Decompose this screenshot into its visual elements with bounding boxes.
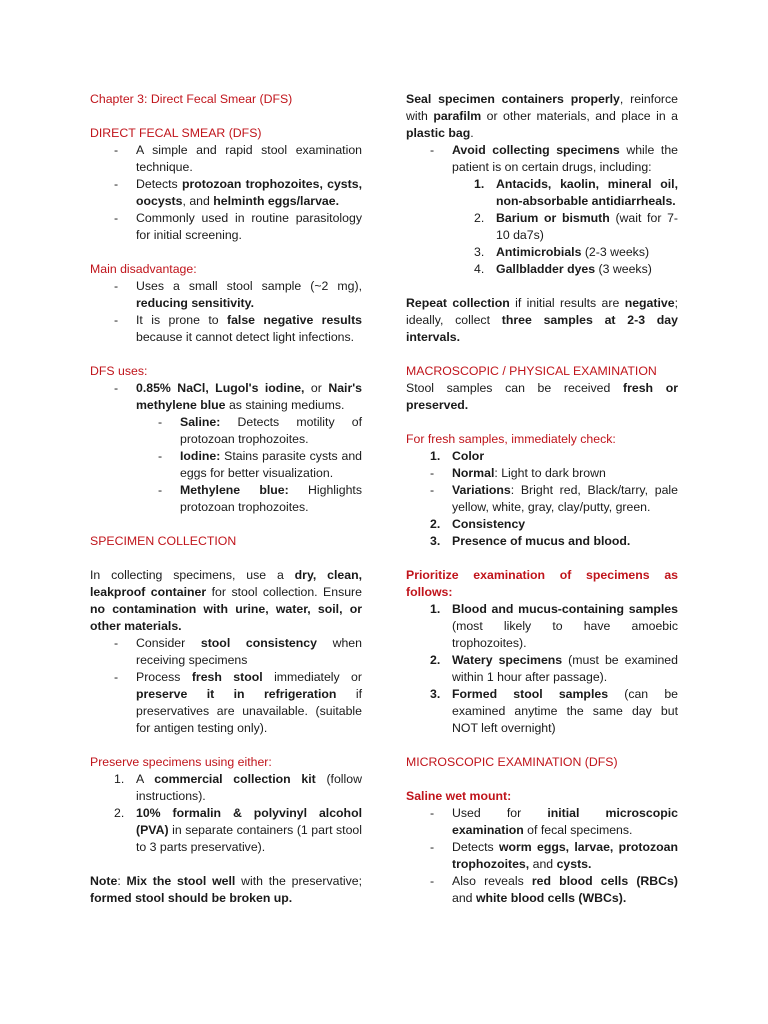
list-item: 2. Consistency [430, 517, 526, 531]
list-item: 2. Barium or bismuth (wait for 7-10 da7s) [474, 211, 678, 242]
bold-text: Blood and mucus-containing samples [452, 602, 678, 616]
preserve-heading: Preserve specimens using either: [90, 755, 272, 769]
chapter-title: Chapter 3: Direct Fecal Smear (DFS) [90, 92, 293, 106]
list-item: - Used for initial microscopic examination of fecal specimens. [430, 806, 678, 837]
bold-text: dry, clean, leakproof container [90, 568, 362, 599]
bold-text: Repeat collection [406, 296, 510, 310]
bold-text: Normal [452, 466, 495, 480]
list-number: 2. [430, 653, 441, 667]
list-number: 3. [474, 245, 485, 259]
list-number: 1. [114, 772, 125, 786]
macro-intro: Stool samples can be received fresh or preserved. [406, 381, 678, 412]
list-item: - Detects protozoan trophozoites, cysts, oocysts, and helminth eggs/larvae. [114, 177, 362, 208]
list-item: - Saline: Detects motility of protozoan trophozoites. [158, 415, 362, 446]
bullet-dash: - [430, 483, 435, 497]
bold-text: plastic bag [406, 126, 471, 140]
bold-text: protozoan trophozoites, cysts, oocysts [136, 177, 362, 208]
bold-text: false negative results [226, 313, 363, 327]
bold-text: red blood cells (RBCs) [531, 874, 678, 888]
bold-text: Methylene blue: [180, 483, 289, 497]
left-column [90, 91, 362, 907]
bold-text: Nair's methylene blue [136, 381, 362, 412]
bold-text: Seal specimen containers properly [406, 92, 620, 106]
list-number: 3. [430, 534, 441, 548]
list-item: 1. Color [430, 449, 485, 463]
bullet-dash: - [114, 279, 119, 293]
uses-heading: DFS uses: [90, 364, 148, 378]
list-item: 2. Watery specimens (must be examined within 1 hour after passage). [430, 653, 678, 684]
list-item: - Uses a small stool sample (~2 mg), reducing sensitivity. [114, 279, 362, 310]
list-item: - Methylene blue: Highlights protozoan trophozoites. [158, 483, 362, 514]
bullet-dash: - [114, 143, 119, 157]
list-item: - Detects worm eggs, larvae, protozoan trophozoites, and cysts. [430, 840, 678, 871]
bullet-dash: - [114, 211, 119, 225]
list-item: - Variations: Bright red, Black/tarry, pale yellow, white, gray, clay/putty, green. [430, 483, 678, 514]
list-number: 2. [430, 517, 441, 531]
bold-text: Iodine: [180, 449, 221, 463]
bullet-dash: - [430, 874, 435, 888]
bold-text: fresh stool [191, 670, 263, 684]
dfs-heading: DIRECT FECAL SMEAR (DFS) [90, 126, 262, 140]
list-item: - Commonly used in routine parasitology for initial screening. [114, 211, 362, 242]
bullet-dash: - [114, 381, 119, 395]
disadvantage-heading: Main disadvantage: [90, 262, 197, 276]
bullet-dash: - [158, 449, 163, 463]
bold-text: no contamination with urine, water, soil, or other materials. [90, 602, 362, 633]
bold-text: negative [624, 296, 675, 310]
list-item: 2. 10% formalin & polyvinyl alcohol (PVA) in separate containers (1 part stool to 3 parts preservative). [114, 806, 362, 854]
list-item: - Process fresh stool immediately or preserve it in refrigeration if preservatives are unavailable. (suitable for antigen testing only). [114, 670, 362, 735]
list-item: - Consider stool consistency when receiving specimens [114, 636, 362, 667]
bold-text: fresh or preserved. [406, 381, 678, 412]
list-number: 4. [474, 262, 485, 276]
list-number: 3. [430, 687, 441, 701]
bold-text: Avoid collecting specimens [452, 143, 620, 157]
bold-text: 0.85% NaCl, Lugol's iodine, [136, 381, 305, 395]
bold-text: Saline: [180, 415, 221, 429]
bold-text: Formed stool samples [452, 687, 609, 701]
bullet-dash: - [158, 483, 163, 497]
list-number: 2. [114, 806, 125, 820]
right-column [406, 91, 678, 907]
bold-text: stool consistency [200, 636, 317, 650]
list-item: - Normal: Light to dark brown [430, 466, 606, 480]
bold-text: worm eggs, larvae, protozoan trophozoites, [452, 840, 678, 871]
list-item: - Iodine: Stains parasite cysts and eggs for better visualization. [158, 449, 362, 480]
bold-text: commercial collection kit [154, 772, 316, 786]
list-number: 1. [474, 177, 485, 191]
bullet-dash: - [114, 313, 119, 327]
bullet-dash: - [114, 177, 119, 191]
bold-text: Watery specimens [452, 653, 563, 667]
bold-text: Antimicrobials [496, 245, 582, 259]
list-item [406, 176, 678, 210]
dfs-list [90, 142, 362, 244]
bold-text: Gallbladder dyes [496, 262, 596, 276]
bold-text: initial microscopic examination [452, 806, 678, 837]
bold-text: helminth eggs/larvae. [213, 194, 340, 208]
specimen-intro: In collecting specimens, use a dry, clean, leakproof container for stool collection. Ensure no contamination with urine, water, soil, or other materials. [90, 568, 362, 633]
list-number: 1. [430, 449, 441, 463]
bold-text: parafilm [433, 109, 482, 123]
bold-text: white blood cells (WBCs). [475, 891, 627, 905]
bold-text: cysts. [556, 857, 592, 871]
list-number: 2. [474, 211, 485, 225]
list-item: 3. Presence of mucus and blood. [430, 534, 631, 548]
list-item: - Also reveals red blood cells (RBCs) and white blood cells (WBCs). [430, 874, 678, 905]
bold-text: Variations [452, 483, 511, 497]
list-item: 3. Formed stool samples (can be examined anytime the same day but NOT left overnight) [430, 687, 678, 735]
macro-heading: MACROSCOPIC / PHYSICAL EXAMINATION [406, 364, 657, 378]
bullet-dash: - [430, 840, 435, 854]
list-item: - It is prone to false negative results because it cannot detect light infections. [114, 313, 363, 344]
list-number: 1. [430, 602, 441, 616]
list-item: 3. Antimicrobials (2-3 weeks) [474, 245, 650, 259]
list-item: - Avoid collecting specimens while the patient is on certain drugs, including: [430, 143, 679, 174]
list-item: 1. A commercial collection kit (follow instructions). [114, 772, 362, 803]
bold-text: Mix the stool well [126, 874, 236, 888]
bullet-dash: - [158, 415, 163, 429]
bold-text: three samples at 2-3 day intervals. [406, 313, 678, 344]
repeat-paragraph: Repeat collection if initial results are negative; ideally, collect three samples at 2-3 day intervals. [406, 296, 678, 344]
seal-paragraph: Seal specimen containers properly, reinforce with parafilm or other materials, and place in a plastic bag. [406, 92, 678, 140]
list-item: 1. Blood and mucus-containing samples (most likely to have amoebic trophozoites). [430, 602, 678, 650]
bold-text: formed stool should be broken up. [90, 891, 293, 905]
bold-text: Barium or bismuth [496, 211, 610, 225]
saline-heading: Saline wet mount: [406, 789, 512, 803]
bullet-dash: - [114, 636, 119, 650]
bullet-dash: - [430, 466, 435, 480]
prioritize-heading: Prioritize examination of specimens as follows: [406, 568, 678, 599]
bold-text: 10% formalin & polyvinyl alcohol (PVA) [136, 806, 362, 837]
bullet-dash: - [430, 143, 435, 157]
bold-text: Antacids, kaolin, mineral oil, non-absorbable antidiarrheals. [496, 177, 678, 208]
list-item: - 0.85% NaCl, Lugol's iodine, or Nair's methylene blue as staining mediums. [114, 381, 362, 412]
bullet-dash: - [114, 670, 119, 684]
fresh-heading: For fresh samples, immediately check: [406, 432, 616, 446]
micro-heading: MICROSCOPIC EXAMINATION (DFS) [406, 755, 618, 769]
specimen-heading: SPECIMEN COLLECTION [90, 534, 237, 548]
list-item: 4. Gallbladder dyes (3 weeks) [474, 262, 652, 276]
bold-text: Note [90, 874, 118, 888]
bold-text: reducing sensitivity. [136, 296, 254, 310]
list-item: - A simple and rapid stool examination technique. [114, 143, 362, 174]
bold-text: preserve it in refrigeration [136, 687, 337, 701]
bullet-dash: - [430, 806, 435, 820]
note-paragraph: Note: Mix the stool well with the preservative; formed stool should be broken up. [90, 874, 362, 905]
